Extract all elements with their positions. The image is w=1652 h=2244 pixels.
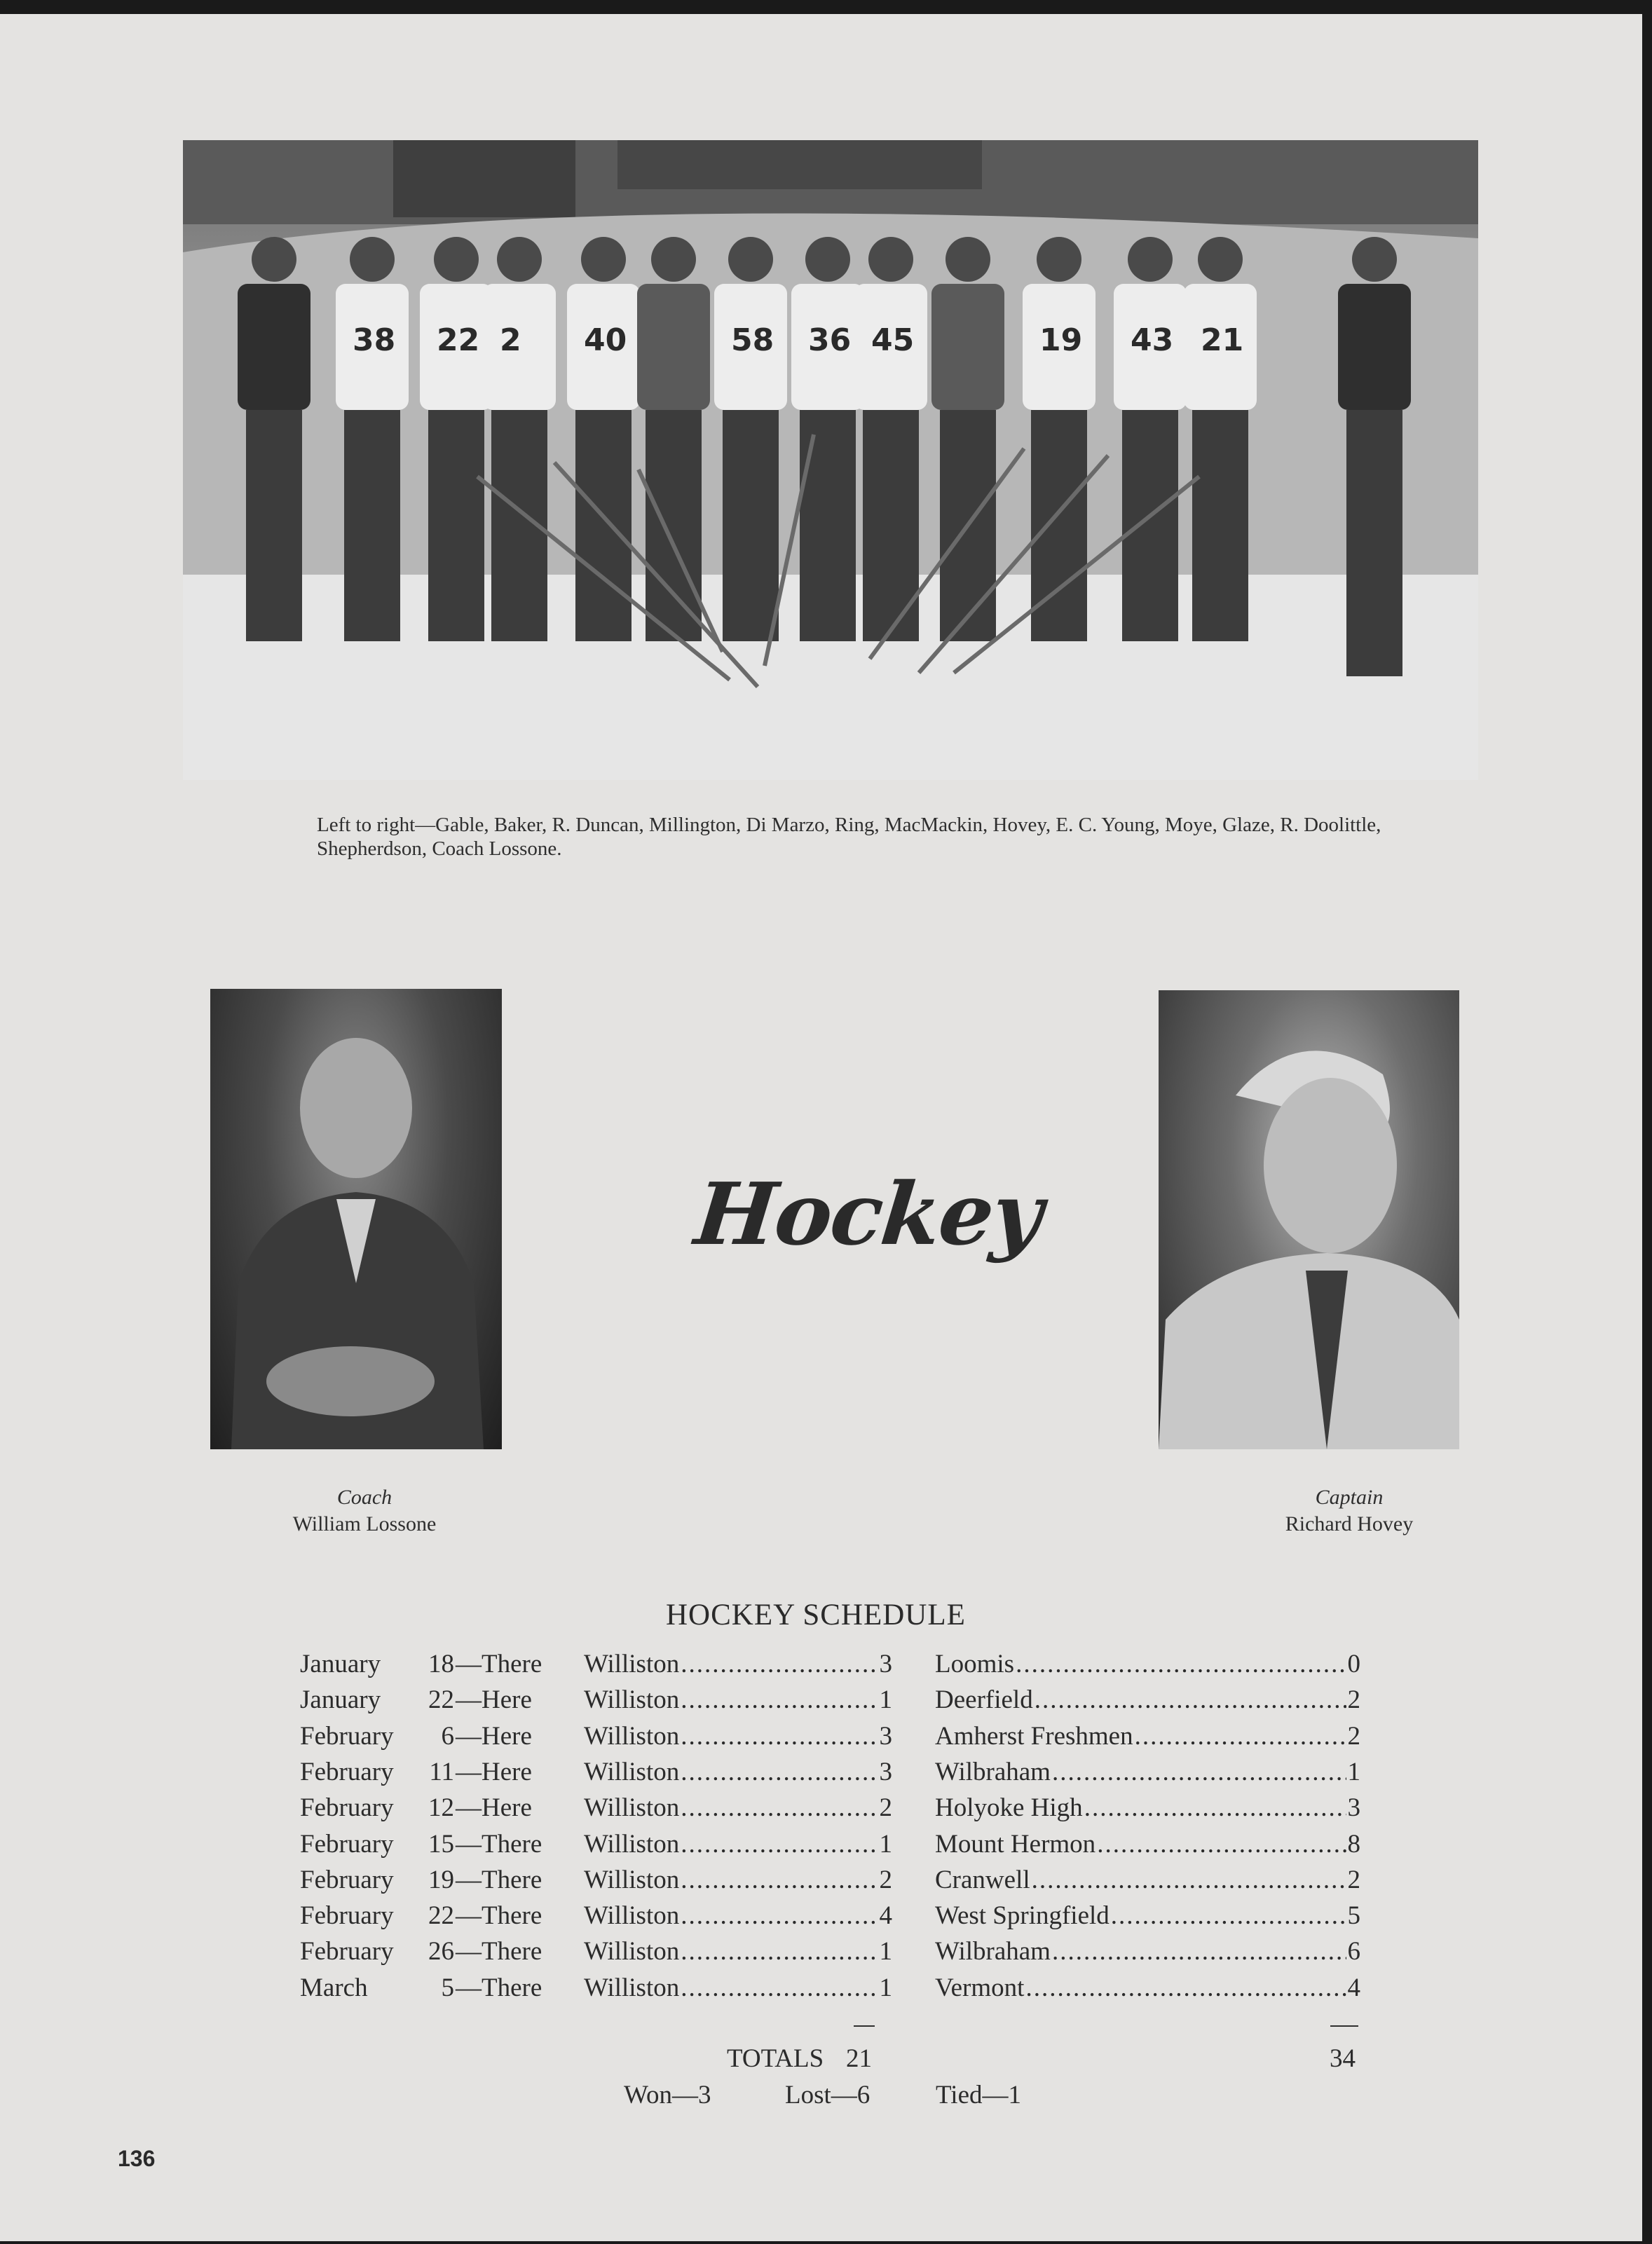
- jersey-number: 45: [871, 322, 915, 358]
- totals-label: TOTALS: [727, 2044, 824, 2073]
- leader-dots: [1084, 1793, 1346, 1823]
- team-name: Williston: [584, 1793, 680, 1823]
- left-total-rule: [854, 2025, 875, 2027]
- game-month: February: [300, 1757, 394, 1786]
- opponent-score: 2: [1347, 1721, 1360, 1751]
- game-day: 15: [428, 1829, 454, 1859]
- player-head: [1037, 237, 1081, 282]
- game-month: February: [300, 1829, 394, 1859]
- leader-dots: [1052, 1757, 1346, 1787]
- game-location: —Here: [456, 1757, 532, 1786]
- jersey-number: 22: [437, 322, 480, 358]
- team-name: Williston: [584, 1757, 680, 1786]
- williston-score-cell: [584, 1685, 892, 1715]
- jersey-number: 2: [500, 322, 521, 358]
- game-location: —There: [456, 1650, 542, 1678]
- opponent-name: Cranwell: [935, 1865, 1030, 1894]
- leader-dots: [1016, 1649, 1346, 1679]
- player-legs: [1122, 410, 1178, 641]
- coach-portrait: [210, 989, 502, 1449]
- leader-dots: [681, 1829, 878, 1859]
- game-day: 22: [428, 1901, 454, 1931]
- game-month: February: [300, 1721, 394, 1751]
- game-month: March: [300, 1973, 368, 2002]
- williston-score-cell: [584, 1757, 892, 1787]
- team-photo-illustration: [183, 140, 1478, 780]
- team-photo-caption: Left to right—Gable, Baker, R. Duncan, Millington, Di Marzo, Ring, MacMackin, Hovey, E. C. Young, Moye, Glaze, R. Doolittle, Shepherdson, Coach Lossone.: [317, 814, 1381, 860]
- opponent-score: 0: [1347, 1650, 1360, 1678]
- schedule-row: [0, 1865, 1642, 1900]
- total-against: 34: [1330, 2044, 1356, 2073]
- opponent-name: Deerfield: [935, 1685, 1033, 1715]
- player-legs: [344, 410, 400, 641]
- player-head: [728, 237, 773, 282]
- total-for: 21: [846, 2044, 872, 2073]
- opponent-name: Vermont: [935, 1973, 1025, 2002]
- opponent-score-cell: [935, 1649, 1360, 1679]
- game-day: 12: [428, 1793, 454, 1823]
- opponent-score-cell: [935, 1757, 1360, 1787]
- team-photo: [183, 140, 1478, 780]
- page-title: Hockey: [690, 1163, 1046, 1264]
- player-legs: [1192, 410, 1248, 641]
- player-head: [651, 237, 696, 282]
- schedule-row: [0, 1757, 1642, 1792]
- leader-dots: [681, 1685, 878, 1715]
- opponent-name: West Springfield: [935, 1901, 1110, 1931]
- player-legs: [246, 410, 302, 641]
- game-location: —Here: [456, 1793, 532, 1823]
- williston-score-cell: [584, 1649, 892, 1679]
- team-name: Williston: [584, 1650, 680, 1678]
- player-legs: [646, 410, 702, 641]
- team-name: Williston: [584, 1865, 680, 1894]
- schedule-row: [0, 1829, 1642, 1864]
- leader-dots: [681, 1936, 878, 1966]
- player-head: [1352, 237, 1397, 282]
- leader-dots: [1097, 1829, 1346, 1859]
- coach-caption: [231, 1484, 498, 1538]
- captain-portrait: [1159, 990, 1459, 1449]
- leader-dots: [681, 1793, 878, 1823]
- leader-dots: [681, 1721, 878, 1751]
- williston-score-cell: [584, 1973, 892, 2003]
- coach-name: William Lossone: [292, 1512, 437, 1535]
- game-month: January: [300, 1650, 381, 1678]
- schedule-row: [0, 1649, 1642, 1684]
- opponent-name: Holyoke High: [935, 1793, 1083, 1823]
- page-number: 136: [118, 2146, 156, 2171]
- game-location: —There: [456, 1973, 542, 2002]
- team-score: 1: [879, 1937, 892, 1966]
- player-head: [946, 237, 990, 282]
- game-day: 26: [428, 1937, 454, 1966]
- player-head: [1198, 237, 1243, 282]
- schedule-row: [0, 1936, 1642, 1971]
- captain-role: Captain: [1315, 1486, 1384, 1509]
- schedule-row: [0, 1793, 1642, 1828]
- team-score: 1: [879, 1973, 892, 2002]
- opponent-name: Amherst Freshmen: [935, 1721, 1133, 1751]
- player-head: [434, 237, 479, 282]
- player-torso: [637, 284, 710, 410]
- leader-dots: [1135, 1721, 1346, 1751]
- player-head: [868, 237, 913, 282]
- game-day: 18: [428, 1650, 454, 1678]
- opponent-name: Wilbraham: [935, 1757, 1051, 1786]
- captain-caption: [1216, 1484, 1482, 1538]
- opponent-score: 4: [1347, 1973, 1360, 2002]
- team-name: Williston: [584, 1721, 680, 1751]
- player-legs: [1346, 410, 1402, 676]
- record-won: Won—3: [624, 2081, 711, 2109]
- game-day: 22: [428, 1685, 454, 1715]
- opponent-score-cell: [935, 1721, 1360, 1751]
- williston-score-cell: [584, 1936, 892, 1966]
- team-score: 1: [879, 1829, 892, 1859]
- opponent-score-cell: [935, 1901, 1360, 1931]
- team-score: 4: [879, 1901, 892, 1931]
- leader-dots: [1035, 1685, 1346, 1715]
- player-torso: [931, 284, 1004, 410]
- opponent-score: 1: [1347, 1757, 1360, 1786]
- coach-silhouette: [210, 989, 502, 1449]
- player-head: [581, 237, 626, 282]
- leader-dots: [681, 1973, 878, 2003]
- team-name: Williston: [584, 1973, 680, 2002]
- game-day: 11: [429, 1757, 454, 1786]
- opponent-score: 3: [1347, 1793, 1360, 1823]
- player-torso: [238, 284, 310, 410]
- williston-score-cell: [584, 1793, 892, 1823]
- record-lost: Lost—6: [785, 2081, 871, 2109]
- leader-dots: [1052, 1936, 1346, 1966]
- opponent-name: Loomis: [935, 1650, 1015, 1678]
- team-score: 3: [879, 1757, 892, 1786]
- schedule-row: [0, 1685, 1642, 1720]
- opponent-score: 2: [1347, 1685, 1360, 1715]
- jersey-number: 36: [808, 322, 852, 358]
- opponent-score: 5: [1347, 1901, 1360, 1931]
- team-name: Williston: [584, 1829, 680, 1859]
- williston-score-cell: [584, 1865, 892, 1895]
- coach-role: Coach: [336, 1486, 392, 1509]
- leader-dots: [1111, 1901, 1346, 1931]
- schedule-row: [0, 1901, 1642, 1936]
- leader-dots: [681, 1757, 878, 1787]
- record-tied: Tied—1: [936, 2081, 1022, 2109]
- game-month: February: [300, 1937, 394, 1966]
- opponent-score-cell: [935, 1793, 1360, 1823]
- jersey-number: 40: [584, 322, 627, 358]
- team-name: Williston: [584, 1685, 680, 1715]
- right-total-rule: [1330, 2025, 1358, 2027]
- player-head: [1128, 237, 1173, 282]
- game-month: January: [300, 1685, 381, 1715]
- opponent-score-cell: [935, 1973, 1360, 2003]
- schedule-heading: HOCKEY SCHEDULE: [666, 1599, 966, 1631]
- game-location: —There: [456, 1829, 542, 1859]
- game-location: —There: [456, 1937, 542, 1966]
- team-score: 2: [879, 1793, 892, 1823]
- leader-dots: [681, 1649, 878, 1679]
- jersey-number: 38: [353, 322, 396, 358]
- game-month: February: [300, 1901, 394, 1931]
- team-score: 3: [879, 1721, 892, 1751]
- team-score: 2: [879, 1865, 892, 1894]
- game-location: —Here: [456, 1721, 532, 1751]
- leader-dots: [1032, 1865, 1346, 1895]
- williston-score-cell: [584, 1721, 892, 1751]
- team-name: Williston: [584, 1901, 680, 1931]
- opponent-score-cell: [935, 1685, 1360, 1715]
- schedule-row: [0, 1721, 1642, 1756]
- player-head: [497, 237, 542, 282]
- opponent-name: Wilbraham: [935, 1937, 1051, 1966]
- williston-score-cell: [584, 1901, 892, 1931]
- game-day: 19: [428, 1865, 454, 1894]
- opponent-score-cell: [935, 1829, 1360, 1859]
- opponent-score-cell: [935, 1936, 1360, 1966]
- leader-dots: [681, 1865, 878, 1895]
- opponent-name: Mount Hermon: [935, 1829, 1096, 1859]
- team-score: 3: [879, 1650, 892, 1678]
- captain-name: Richard Hovey: [1285, 1512, 1414, 1535]
- game-day: 6: [441, 1721, 454, 1751]
- jersey-number: 19: [1039, 322, 1083, 358]
- opponent-score: 2: [1347, 1865, 1360, 1894]
- opponent-score-cell: [935, 1865, 1360, 1895]
- game-location: —Here: [456, 1685, 532, 1715]
- jersey-number: 21: [1201, 322, 1244, 358]
- leader-dots: [681, 1901, 878, 1931]
- player-legs: [800, 410, 856, 641]
- team-score: 1: [879, 1685, 892, 1715]
- captain-silhouette: [1159, 990, 1459, 1449]
- game-location: —There: [456, 1901, 542, 1931]
- player-torso: [1338, 284, 1411, 410]
- opponent-score: 8: [1347, 1829, 1360, 1859]
- team-name: Williston: [584, 1937, 680, 1966]
- player-legs: [575, 410, 632, 641]
- leader-dots: [1025, 1973, 1346, 2003]
- jersey-number: 43: [1131, 322, 1174, 358]
- game-day: 5: [441, 1973, 454, 2002]
- game-month: February: [300, 1865, 394, 1894]
- player-head: [350, 237, 395, 282]
- player-head: [805, 237, 850, 282]
- game-month: February: [300, 1793, 394, 1823]
- player-legs: [428, 410, 484, 641]
- game-location: —There: [456, 1865, 542, 1894]
- player-head: [252, 237, 296, 282]
- schedule-row: [0, 1973, 1642, 2008]
- jersey-number: 58: [731, 322, 774, 358]
- williston-score-cell: [584, 1829, 892, 1859]
- opponent-score: 6: [1347, 1937, 1360, 1966]
- player-legs: [723, 410, 779, 641]
- yearbook-page: [0, 14, 1642, 2241]
